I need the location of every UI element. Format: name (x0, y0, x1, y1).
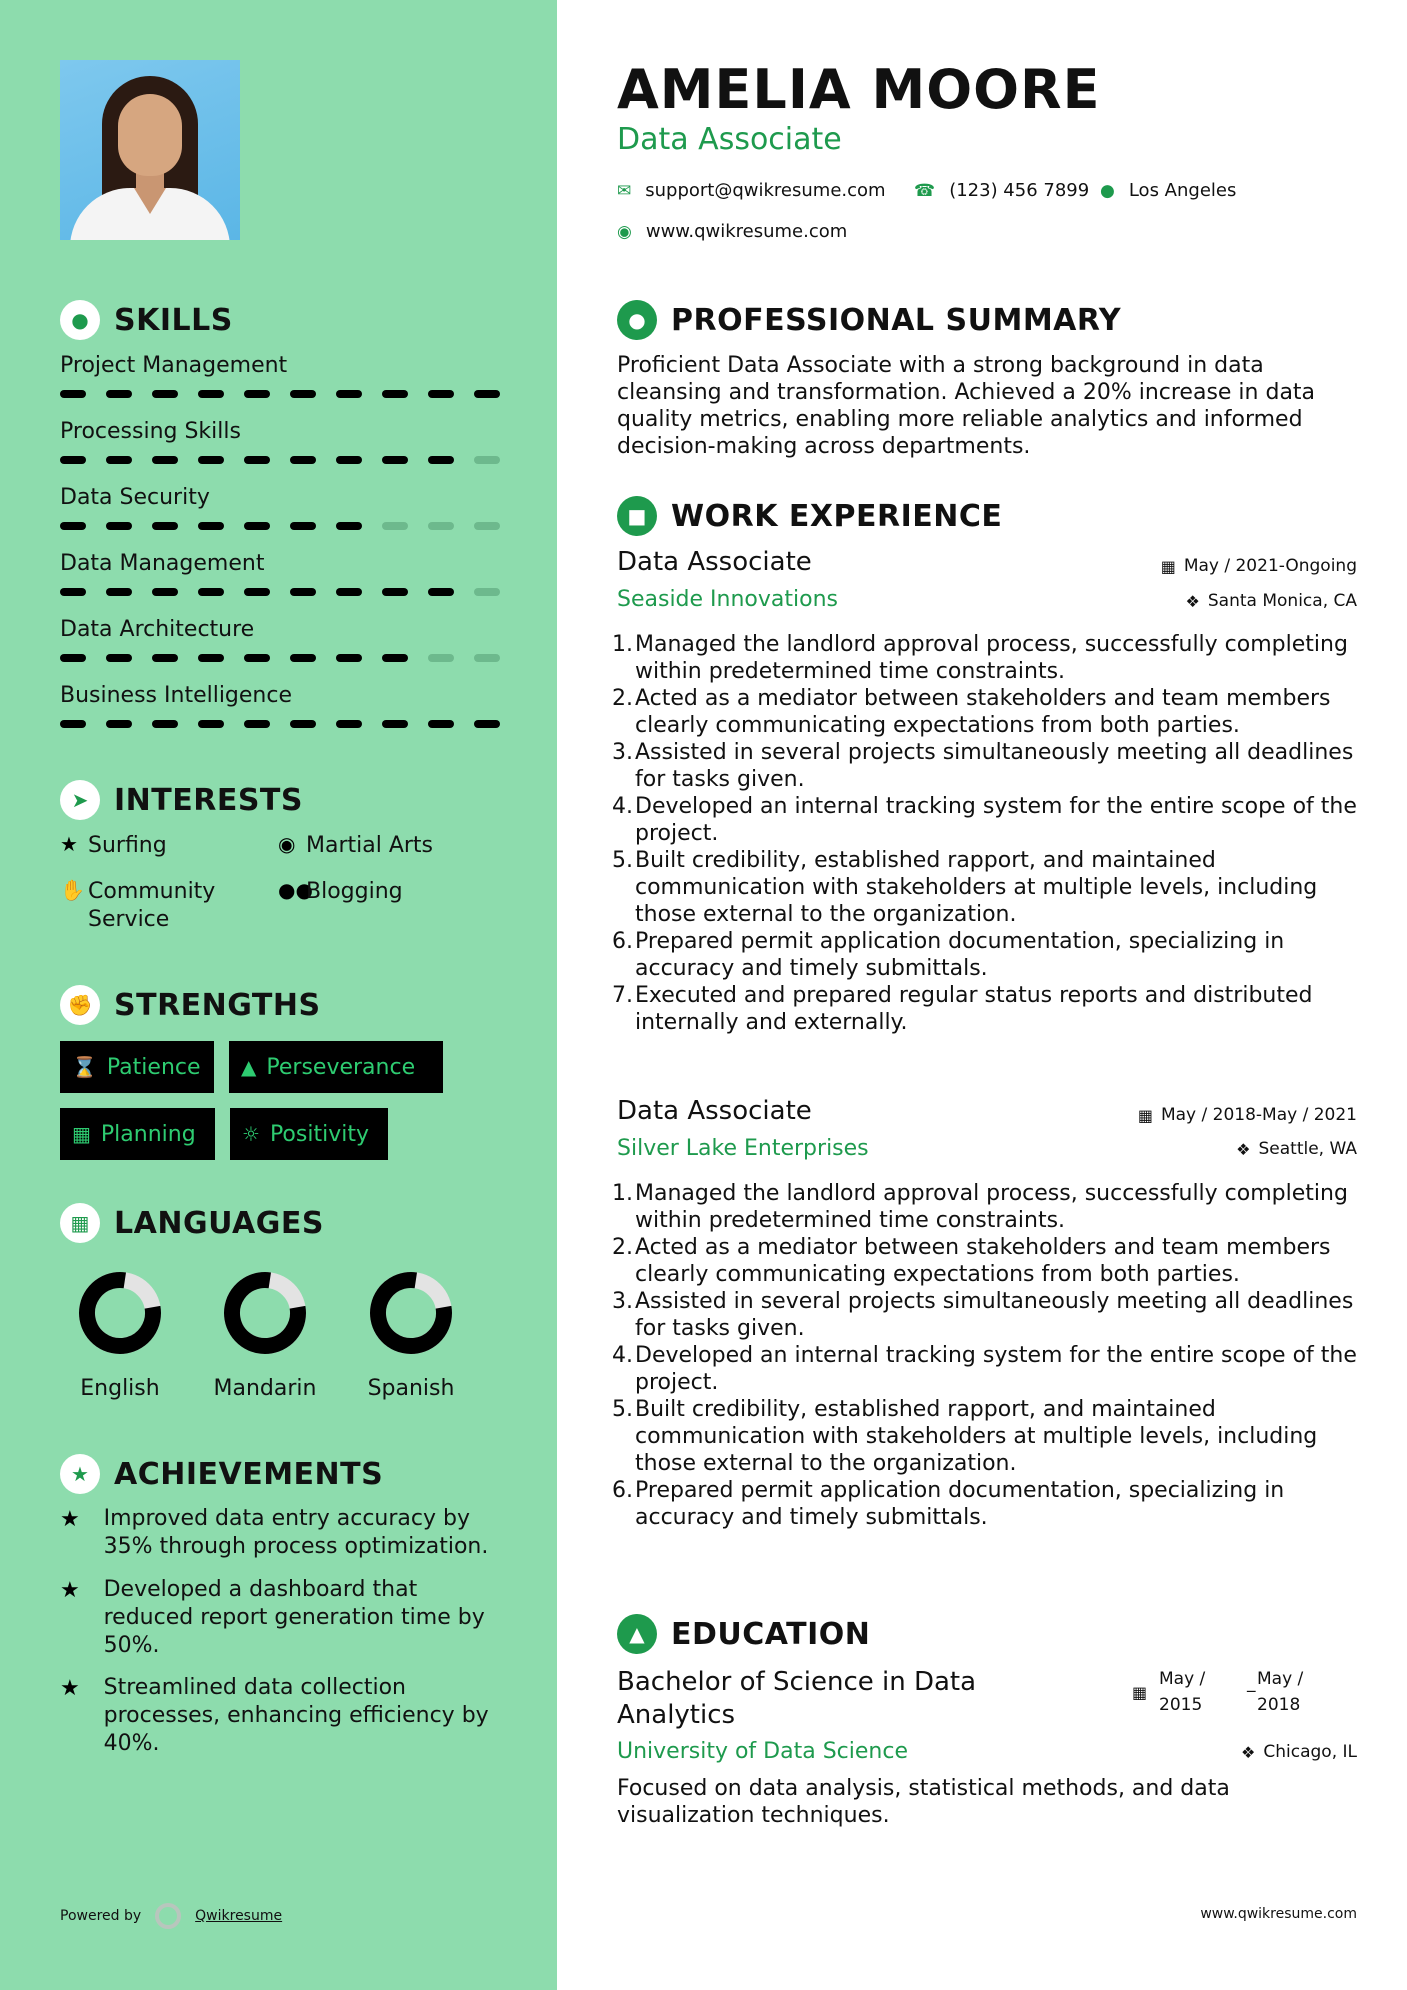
skill-segment (474, 720, 500, 728)
skill-segment (428, 654, 454, 662)
skill-segment (60, 390, 86, 398)
skill-segment (336, 720, 362, 728)
achievement-item: ★ Streamlined data collection processes, enhancing efficiency by 40%. (60, 1675, 489, 1756)
strengths-header (60, 985, 321, 1025)
skill-segment (336, 654, 362, 662)
candidate-role: Data Associate (617, 122, 842, 157)
responsibility-item: 4. Developed an internal tracking system for the entire scope of the project. (612, 794, 1357, 846)
skill-name: Business Intelligence (60, 683, 293, 708)
skill-segment (290, 588, 316, 596)
pin-icon: ❖ (1241, 1742, 1256, 1762)
skill-segment (152, 654, 178, 662)
sun-icon: ☼ (242, 1122, 260, 1146)
skill-name: Data Architecture (60, 617, 255, 642)
lightbulb-icon: ● (60, 300, 100, 340)
strength-chip: ☼ Positivity (230, 1108, 388, 1160)
responsibility-item: 2. Acted as a mediator between stakeholders and team members clearly communicating expectations from both parties. (612, 1235, 1331, 1287)
calendar-icon: ▦ (1137, 1105, 1153, 1125)
skill-name: Data Management (60, 551, 265, 576)
language-item (195, 1270, 335, 1401)
globe-icon: ◉ (278, 832, 296, 856)
job-title: Data Associate (617, 1096, 812, 1126)
contact-email[interactable]: ✉ support@qwikresume.com (617, 180, 886, 201)
skill-segment (290, 522, 316, 530)
job-location: ❖ Seattle, WA (1236, 1139, 1357, 1159)
skill-segment (244, 654, 270, 662)
pin-icon: ❖ (1185, 591, 1200, 611)
skill-segment (106, 654, 132, 662)
education-description: Focused on data analysis, statistical methods, and data visualization techniques. (617, 1776, 1230, 1828)
achievement-item: ★ Improved data entry accuracy by 35% through process optimization. (60, 1506, 489, 1559)
skill-segment (198, 456, 224, 464)
experience-title: WORK EXPERIENCE (671, 498, 1003, 534)
language-item (50, 1270, 190, 1401)
skill-segment (106, 456, 132, 464)
skill-level-bar (60, 720, 500, 728)
skill-segment (290, 456, 316, 464)
skill-item (60, 617, 500, 662)
responsibility-item: 1. Managed the landlord approval process, successfully completing within predetermined time constraints. (612, 632, 1348, 684)
skill-segment (428, 720, 454, 728)
skill-level-bar (60, 588, 500, 596)
skill-segment (60, 654, 86, 662)
skill-segment (382, 456, 408, 464)
skill-segment (106, 390, 132, 398)
star-icon: ★ (60, 1578, 80, 1603)
skill-name: Processing Skills (60, 419, 241, 444)
language-donut (222, 1270, 308, 1356)
skill-segment (474, 456, 500, 464)
skill-segment (336, 588, 362, 596)
job-location: ❖ Santa Monica, CA (1185, 591, 1357, 611)
skill-segment (106, 720, 132, 728)
responsibility-item: 7. Executed and prepared regular status reports and distributed internally and externally. (612, 983, 1313, 1035)
skill-segment (244, 522, 270, 530)
candidate-name: AMELIA MOORE (617, 58, 1101, 121)
job-company: Silver Lake Enterprises (617, 1136, 869, 1161)
skills-title: SKILLS (114, 302, 233, 338)
language-name: Spanish (367, 1376, 455, 1401)
education-location: ❖ Chicago, IL (1241, 1742, 1357, 1762)
skill-segment (60, 522, 86, 530)
skill-segment (336, 456, 362, 464)
pin-icon: ❖ (1236, 1139, 1251, 1159)
responsibility-item: 2. Acted as a mediator between stakeholders and team members clearly communicating expectations from both parties. (612, 686, 1331, 738)
contact-phone[interactable]: ☎ (123) 456 7899 (914, 180, 1090, 201)
envelope-icon: ✉ (617, 180, 632, 201)
skill-level-bar (60, 390, 500, 398)
skill-segment (382, 588, 408, 596)
brand-link[interactable]: Qwikresume (195, 1908, 283, 1924)
skill-segment (290, 654, 316, 662)
skill-item (60, 683, 500, 728)
interest-item: ★ Surfing (60, 832, 167, 858)
skill-segment (336, 390, 362, 398)
footer-url[interactable]: www.qwikresume.com (1200, 1906, 1357, 1922)
skill-segment (106, 522, 132, 530)
language-donut (368, 1270, 454, 1356)
skill-segment (428, 588, 454, 596)
profile-photo (60, 60, 240, 240)
skill-segment (474, 522, 500, 530)
main-content (557, 0, 1407, 1990)
skill-segment (152, 390, 178, 398)
skill-segment (60, 720, 86, 728)
skill-level-bar (60, 456, 500, 464)
skill-segment (152, 456, 178, 464)
interest-item: ◉ Martial Arts (278, 832, 434, 858)
job-dates: ▦ May / 2018-May / 2021 (1137, 1105, 1357, 1125)
interests-header (60, 780, 303, 820)
skill-segment (428, 390, 454, 398)
qwikresume-logo-icon (155, 1903, 181, 1929)
skill-level-bar (60, 654, 500, 662)
skill-segment (290, 390, 316, 398)
achievements-header (60, 1454, 383, 1494)
map-pin-icon: ● (1100, 180, 1115, 201)
skill-name: Project Management (60, 353, 288, 378)
powered-by: Powered by Qwikresume (60, 1903, 282, 1929)
language-item (341, 1270, 481, 1401)
languages-title: LANGUAGES (114, 1205, 324, 1241)
skill-segment (382, 522, 408, 530)
skill-segment (428, 456, 454, 464)
skill-item (60, 485, 500, 530)
language-icon: ▦ (60, 1203, 100, 1243)
calendar-icon: ▦ (72, 1122, 91, 1146)
job-company: Seaside Innovations (617, 587, 838, 612)
sidebar (0, 0, 557, 1990)
skill-segment (474, 654, 500, 662)
achievement-item: ★ Developed a dashboard that reduced report generation time by 50%. (60, 1577, 485, 1658)
strengths-title: STRENGTHS (114, 987, 321, 1023)
responsibility-item: 6. Prepared permit application documentation, specializing in accuracy and timely submittals. (612, 1478, 1285, 1530)
fist-icon: ✊ (60, 985, 100, 1025)
skill-segment (244, 390, 270, 398)
responsibility-item: 6. Prepared permit application documentation, specializing in accuracy and timely submittals. (612, 929, 1285, 981)
skill-level-bar (60, 522, 500, 530)
skills-header (60, 300, 233, 340)
languages-header (60, 1203, 324, 1243)
skill-segment (198, 654, 224, 662)
globe-icon: ◉ (617, 221, 632, 242)
summary-title: PROFESSIONAL SUMMARY (671, 302, 1122, 338)
education-title: EDUCATION (671, 1616, 871, 1652)
interests-title: INTERESTS (114, 782, 303, 818)
skill-segment (244, 588, 270, 596)
graduation-icon: ▲ (617, 1614, 657, 1654)
skill-segment (152, 588, 178, 596)
star-icon: ★ (60, 1507, 80, 1532)
star-badge-icon: ★ (60, 1454, 100, 1494)
skill-segment (60, 456, 86, 464)
skill-segment (290, 720, 316, 728)
responsibility-item: 5. Built credibility, established rapport, and maintained communication with stakeholders at multiple levels, including those external to the organization. (612, 1397, 1318, 1476)
date-separator: _ (1247, 1673, 1256, 1693)
job-title: Data Associate (617, 547, 812, 577)
contact-location: ● Los Angeles (1100, 180, 1237, 201)
education-start-date: May / 2015 (1159, 1669, 1206, 1715)
calendar-icon: ▦ (1132, 1683, 1148, 1702)
calendar-icon: ▦ (1160, 556, 1176, 576)
job-responsibilities (612, 1180, 1362, 1531)
paper-plane-icon: ➤ (60, 780, 100, 820)
chair-icon: ■ (617, 496, 657, 536)
user-icon: ● (617, 300, 657, 340)
skill-segment (382, 720, 408, 728)
skill-segment (198, 588, 224, 596)
responsibility-item: 3. Assisted in several projects simultaneously meeting all deadlines for tasks given. (612, 1289, 1354, 1341)
skill-segment (198, 522, 224, 530)
responsibility-item: 3. Assisted in several projects simultaneously meeting all deadlines for tasks given. (612, 740, 1354, 792)
star-icon: ★ (60, 1676, 80, 1701)
skill-segment (244, 720, 270, 728)
strength-chip: ▲ Perseverance (229, 1041, 443, 1093)
skill-segment (244, 456, 270, 464)
skill-segment (152, 720, 178, 728)
skill-segment (474, 588, 500, 596)
skill-segment (382, 654, 408, 662)
job-responsibilities (612, 631, 1362, 1036)
skill-segment (382, 390, 408, 398)
language-name: English (80, 1376, 160, 1401)
skill-segment (198, 720, 224, 728)
skill-segment (428, 522, 454, 530)
education-end-date: May / 2018 (1257, 1669, 1304, 1715)
users-icon: ●● (278, 878, 313, 902)
responsibility-item: 1. Managed the landlord approval process, successfully completing within predetermined time constraints. (612, 1181, 1348, 1233)
skill-segment (60, 588, 86, 596)
summary-text: Proficient Data Associate with a strong background in data cleansing and transformation. Achieved a 20% increase in data quality metrics, enabling more reliable analytics and informed decision-making across departments. (617, 353, 1316, 459)
experience-header (617, 496, 1002, 536)
phone-icon: ☎ (914, 180, 936, 201)
interest-item: ●● Blogging (278, 878, 403, 904)
strength-chip: ⌛ Patience (60, 1041, 214, 1093)
star-icon: ★ (60, 832, 78, 856)
contact-website[interactable]: ◉ www.qwikresume.com (617, 221, 848, 242)
language-name: Mandarin (213, 1376, 317, 1401)
hourglass-icon: ⌛ (72, 1055, 97, 1079)
skill-segment (474, 390, 500, 398)
school-name: University of Data Science (617, 1739, 908, 1764)
language-donut (77, 1270, 163, 1356)
degree-title: Bachelor of Science in Data Analytics (617, 1667, 977, 1730)
skill-item (60, 551, 500, 596)
skill-name: Data Security (60, 485, 210, 510)
job-dates: ▦ May / 2021-Ongoing (1160, 556, 1357, 576)
responsibility-item: 5. Built credibility, established rapport, and maintained communication with stakeholders at multiple levels, including those external to the organization. (612, 848, 1318, 927)
education-header (617, 1614, 870, 1654)
skill-segment (336, 522, 362, 530)
summary-header (617, 300, 1121, 340)
binoculars-icon: ▲ (241, 1055, 257, 1079)
interest-item: ✋ Community Service (60, 878, 216, 932)
skill-item (60, 353, 500, 398)
achievements-title: ACHIEVEMENTS (114, 1456, 384, 1492)
responsibility-item: 4. Developed an internal tracking system for the entire scope of the project. (612, 1343, 1357, 1395)
skill-segment (106, 588, 132, 596)
skill-item (60, 419, 500, 464)
skill-segment (198, 390, 224, 398)
skill-segment (152, 522, 178, 530)
hand-icon: ✋ (60, 878, 85, 902)
strength-chip: ▦ Planning (60, 1108, 215, 1160)
